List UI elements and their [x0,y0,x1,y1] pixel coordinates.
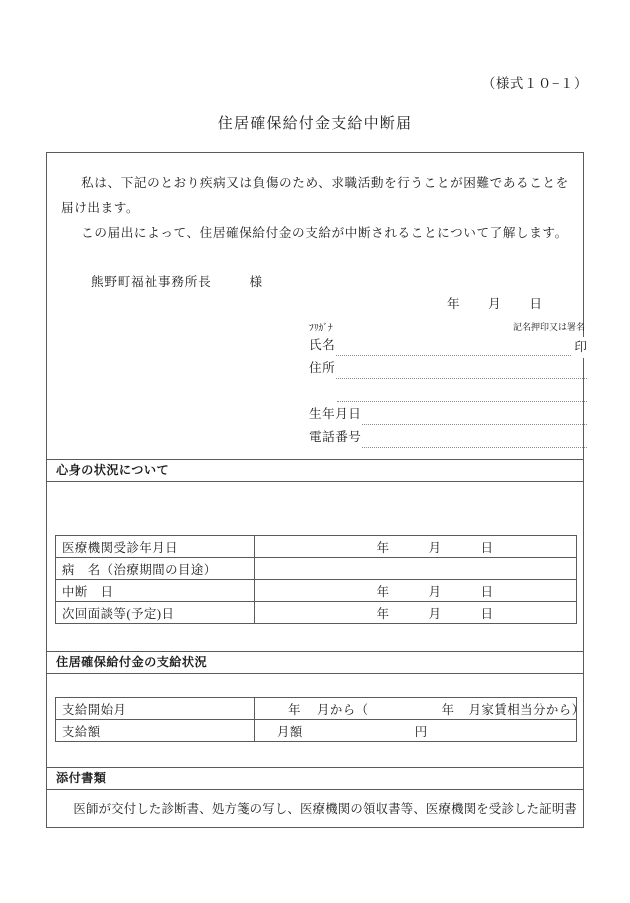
field-row-address-continued[interactable] [309,381,587,404]
field-label-phone: 電話番号 [309,427,361,448]
ymd-month: 月 [428,584,442,599]
ymd-group [338,585,494,599]
mental-condition-table [55,535,577,624]
row-value-disease-name[interactable] [255,558,577,580]
submission-date-line [447,293,542,312]
addressee-line [91,271,263,290]
declaration-paragraph-1: 私は、下記のとおり疾病又は負傷のため、求職活動を行うことが困難であることを届け出ます。 [61,176,569,215]
table-row[interactable] [56,580,577,602]
start-month-from: 月から（ [317,702,369,717]
amount-currency-unit: 円 [414,724,428,739]
date-month-label: 月 [488,297,501,311]
field-label-name: 氏名 [309,335,335,356]
section-header-mental-condition: 心身の状況について [47,459,583,482]
field-label-birthdate: 生年月日 [309,404,361,425]
date-day-label: 日 [529,297,542,311]
addressee-honorific: 様 [249,275,263,289]
row-label-start-month: 支給開始月 [56,698,255,720]
field-dotted-line [309,355,587,356]
table-row[interactable] [56,720,577,742]
start-month-rent-note: 月家賃相当分から） [468,702,585,717]
form-outer-frame [46,152,587,828]
field-row-phone[interactable] [309,427,587,450]
row-label-payment-amount: 支給額 [56,720,255,742]
start-month-rent-year: 年 [441,702,455,717]
field-row-birthdate[interactable] [309,404,587,427]
section-header-payment-status: 住居確保給付金の支給状況 [47,651,583,674]
row-value-consultation-date[interactable] [255,536,577,558]
table-row[interactable] [56,536,577,558]
row-value-next-interview-date[interactable] [255,602,577,624]
ymd-day: 日 [480,606,494,621]
signature-note: 記名押印又は署名 [512,322,585,332]
field-row-name[interactable] [309,335,587,358]
start-month-year: 年 [288,702,301,717]
row-label-next-interview-date: 次回面談等(予定)日 [56,602,255,624]
ymd-month: 月 [428,540,442,555]
row-value-payment-amount[interactable] [255,720,577,742]
declaration-paragraph-2: この届出によって、住居確保給付金の支給が中断されることについて了解します。 [81,226,568,240]
amount-monthly-label: 月額 [277,724,303,739]
field-label-address: 住所 [309,358,335,379]
ymd-year: 年 [376,584,390,599]
furigana-row [309,320,585,334]
ymd-year: 年 [376,540,390,555]
start-month-group [255,703,585,717]
field-row-address[interactable] [309,358,587,381]
ymd-day: 日 [480,584,494,599]
ymd-group [338,607,494,621]
ymd-year: 年 [376,606,390,621]
applicant-field-list [309,335,587,450]
addressee-name: 熊野町福祉事務所長 [91,275,212,289]
field-dotted-line [337,401,587,402]
furigana-label: ﾌﾘｶﾞﾅ [309,323,333,334]
row-value-suspension-date[interactable] [255,580,577,602]
section-header-attachments: 添付書類 [47,767,583,790]
row-label-suspension-date: 中断 日 [56,580,255,602]
amount-group [277,725,428,739]
ymd-day: 日 [480,540,494,555]
ymd-group [338,541,494,555]
ymd-month: 月 [428,606,442,621]
attachment-description: 医師が交付した診断書、処方箋の写し、医療機関の領収書等、医療機関を受診した証明書 [73,802,578,816]
form-code: （様式１０−１） [481,76,588,91]
table-row[interactable] [56,602,577,624]
table-row[interactable] [56,698,577,720]
seal-marker: 印 [571,337,587,358]
date-year-label: 年 [447,297,460,311]
row-label-consultation-date: 医療機関受診年月日 [56,536,255,558]
field-dotted-line [309,378,587,379]
row-label-disease-name: 病 名（治療期間の目途） [56,558,255,580]
declaration-block [61,171,571,246]
page-title: 住居確保給付金支給中断届 [217,116,413,132]
row-value-start-month[interactable] [255,698,585,720]
table-row[interactable] [56,558,577,580]
payment-status-table [55,697,585,742]
